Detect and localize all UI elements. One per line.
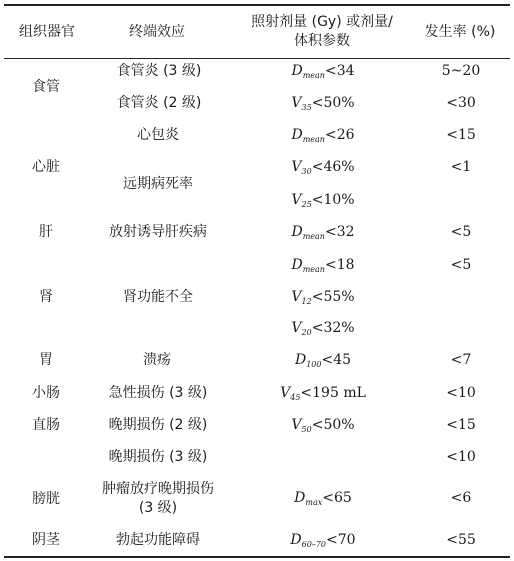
organ-bladder: 膀胱 <box>32 491 60 507</box>
organ-stomach: 胃 <box>39 352 53 368</box>
organ-kidney: 肾 <box>39 289 53 305</box>
endpoint-bladder-late-line2: (3 级) <box>138 500 178 516</box>
dose-cell: $V_{12}<55\%$ <box>291 289 355 306</box>
endpoint-esophagitis-g2: 食管炎 (2 级) <box>116 95 202 111</box>
dose-cell: $D_{max}<65$ <box>294 490 352 507</box>
endpoint-bladder-late-line1: 肿瘤放疗晚期损伤 <box>102 481 214 497</box>
endpoint-late-injury-g3: 晚期损伤 (3 级) <box>108 449 208 465</box>
endpoint-pericarditis: 心包炎 <box>137 127 179 143</box>
endpoint-riild: 放射诱导肝疾病 <box>109 224 207 240</box>
dose-cell: $V_{50}<50\%$ <box>291 417 355 434</box>
header-rule <box>4 58 510 59</box>
dose-cell: $V_{20}<32\%$ <box>291 320 355 337</box>
rate-cell: <15 <box>446 417 476 433</box>
dose-cell: $D_{60-70}<70$ <box>290 532 356 549</box>
header-endpoint: 终端效应 <box>129 24 185 40</box>
dose-cell: $D_{mean}<34$ <box>291 63 355 80</box>
endpoint-renal-insufficiency: 肾功能不全 <box>123 289 193 305</box>
header-dose-line2: 体积参数 <box>294 33 350 49</box>
endpoint-ulcer: 溃疡 <box>143 352 171 368</box>
dose-cell: $D_{100}<45$ <box>294 352 352 369</box>
rate-cell: <15 <box>446 127 476 143</box>
rate-cell: 5~20 <box>441 63 481 79</box>
organ-penis: 阴茎 <box>32 532 60 548</box>
endpoint-erectile-dysfunction: 勃起功能障碍 <box>116 532 200 548</box>
dose-cell: $D_{mean}<18$ <box>291 257 355 274</box>
dose-cell: $V_{35}<50\%$ <box>291 95 355 112</box>
dose-cell: $D_{mean}<32$ <box>291 224 355 241</box>
dose-cell: $V_{30}<46\%$ <box>291 159 355 176</box>
organ-esophagus: 食管 <box>32 79 60 95</box>
rate-cell: <6 <box>450 490 472 506</box>
header-dose-line1: 照射剂量 (Gy) 或剂量/ <box>251 14 393 30</box>
endpoint-acute-injury-g3: 急性损伤 (3 级) <box>108 385 208 401</box>
organ-heart: 心脏 <box>32 159 60 175</box>
dose-cell: $V_{25}<10\%$ <box>291 192 355 209</box>
dose-cell: $D_{mean}<26$ <box>291 127 355 144</box>
top-rule <box>4 4 510 6</box>
rate-cell: <5 <box>450 224 472 240</box>
endpoint-late-injury-g2: 晚期损伤 (2 级) <box>108 417 208 433</box>
dose-cell: $V_{45}<195$ mL <box>280 385 366 402</box>
organ-rectum: 直肠 <box>32 417 60 433</box>
endpoint-esophagitis-g3: 食管炎 (3 级) <box>116 63 202 79</box>
organ-small-bowel: 小肠 <box>32 385 60 401</box>
organ-liver: 肝 <box>39 224 53 240</box>
rate-cell: <55 <box>446 532 476 548</box>
endpoint-long-term-mortality: 远期病死率 <box>123 176 193 192</box>
header-rate: 发生率 (%) <box>424 24 496 40</box>
bottom-rule <box>4 556 510 558</box>
rate-cell: <10 <box>446 385 476 401</box>
rate-cell: <5 <box>450 257 472 273</box>
header-organ: 组织器官 <box>19 24 75 40</box>
rate-cell: <30 <box>446 95 476 111</box>
rate-cell: <1 <box>450 159 472 175</box>
rate-cell: <10 <box>446 449 476 465</box>
rate-cell: <7 <box>450 352 472 368</box>
